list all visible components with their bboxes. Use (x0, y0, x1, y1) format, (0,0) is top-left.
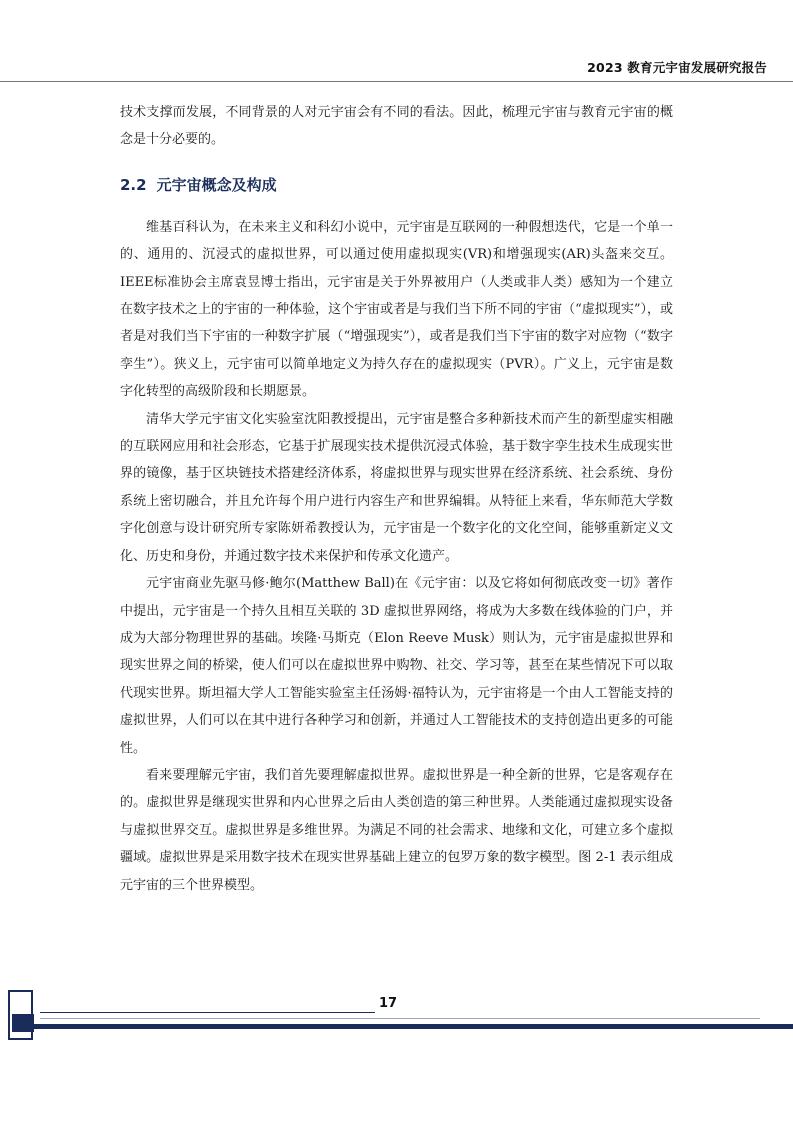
paragraph-wikipedia-definition: 维基百科认为，在未来主义和科幻小说中，元宇宙是互联网的一种假想迭代，它是一个单一的、通用的、沉浸式的虚拟世界，可以通过使用虚拟现实(VR)和增强现实(AR)头盔来交互。IEEE标准协会主席袁昱博士指出，元宇宙是关于外界被用户（人类或非人类）感知为一个建立在数字技术之上的宇宙的一种体验，这个宇宙或者是与我们当下所不同的宇宙（“虚拟现实”），或者是对我们当下宇宙的一种数字扩展（“增强现实”），或者是我们当下宇宙的数字对应物（“数字孪生”）。狭义上，元宇宙可以简单地定义为持久存在的虚拟现实（PVR）。广义上，元宇宙是数字化转型的高级阶段和长期愿景。 (120, 219, 673, 400)
footer-rule-thick (34, 1024, 793, 1029)
section-number: 2.2 (120, 175, 147, 194)
paragraph-matthew-ball-definition: 元宇宙商业先驱马修·鲍尔(Matthew Ball)在《元宇宙：以及它将如何彻底改变一切》著作中提出，元宇宙是一个持久且相互关联的 3D 虚拟世界网络，将成为大多数在线体验的门户，并成为大部分物理世界的基础。埃隆·马斯克（Elon Reeve Musk）则认为，元宇宙是虚拟世界和现实世界之间的桥梁，使人们可以在虚拟世界中购物、社交、学习等，甚至在某些情况下可以取代现实世界。斯坦福大学人工智能实验室主任汤姆·福特认为，元宇宙将是一个由人工智能支持的虚拟世界，人们可以在其中进行各种学习和创新，并通过人工智能技术的支持创造出更多的可能性。 (120, 576, 673, 756)
paragraph-virtual-world: 看来要理解元宇宙，我们首先要理解虚拟世界。虚拟世界是一种全新的世界，它是客观存在的。虚拟世界是继现实世界和内心世界之后由人类创造的第三种世界。人类能通过虚拟现实设备与虚拟世界交互。虚拟世界是多维世界。为满足不同的社会需求、地缘和文化，可建立多个虚拟疆域。虚拟世界是采用数字技术在现实世界基础上建立的包罗万象的数字模型。图 2-1 表示组成元宇宙的三个世界模型。 (120, 767, 673, 893)
report-title: 2023 教育元宇宙发展研究报告 (587, 60, 767, 75)
footer-rule-long (40, 1018, 760, 1019)
header-divider (0, 81, 793, 82)
section-title: 元宇宙概念及构成 (156, 175, 277, 194)
page-footer (0, 990, 793, 1060)
intro-paragraph: 技术支撑而发展，不同背景的人对元宇宙会有不同的看法。因此，梳理元宇宙与教育元宇宙的概念是十分必要的。 (120, 105, 673, 148)
footer-rule-short (40, 1012, 375, 1013)
page-content (120, 99, 673, 899)
page-number: 17 (378, 996, 398, 1011)
paragraph-tsinghua-definition: 清华大学元宇宙文化实验室沈阳教授提出，元宇宙是整合多种新技术而产生的新型虚实相融的互联网应用和社会形态，它基于扩展现实技术提供沉浸式体验，基于数字孪生技术生成现实世界的镜像，基于区块链技术搭建经济体系，将虚拟世界与现实世界在经济系统、社会系统、身份系统上密切融合，并且允许每个用户进行内容生产和世界编辑。从特征上来看，华东师范大学数字化创意与设计研究所专家陈妍希教授认为，元宇宙是一个数字化的文化空间，能够重新定义文化、历史和身份，并通过数字技术来保护和传承文化遗产。 (120, 411, 673, 564)
section-heading (120, 173, 673, 197)
footer-decoration-block (12, 1014, 34, 1032)
